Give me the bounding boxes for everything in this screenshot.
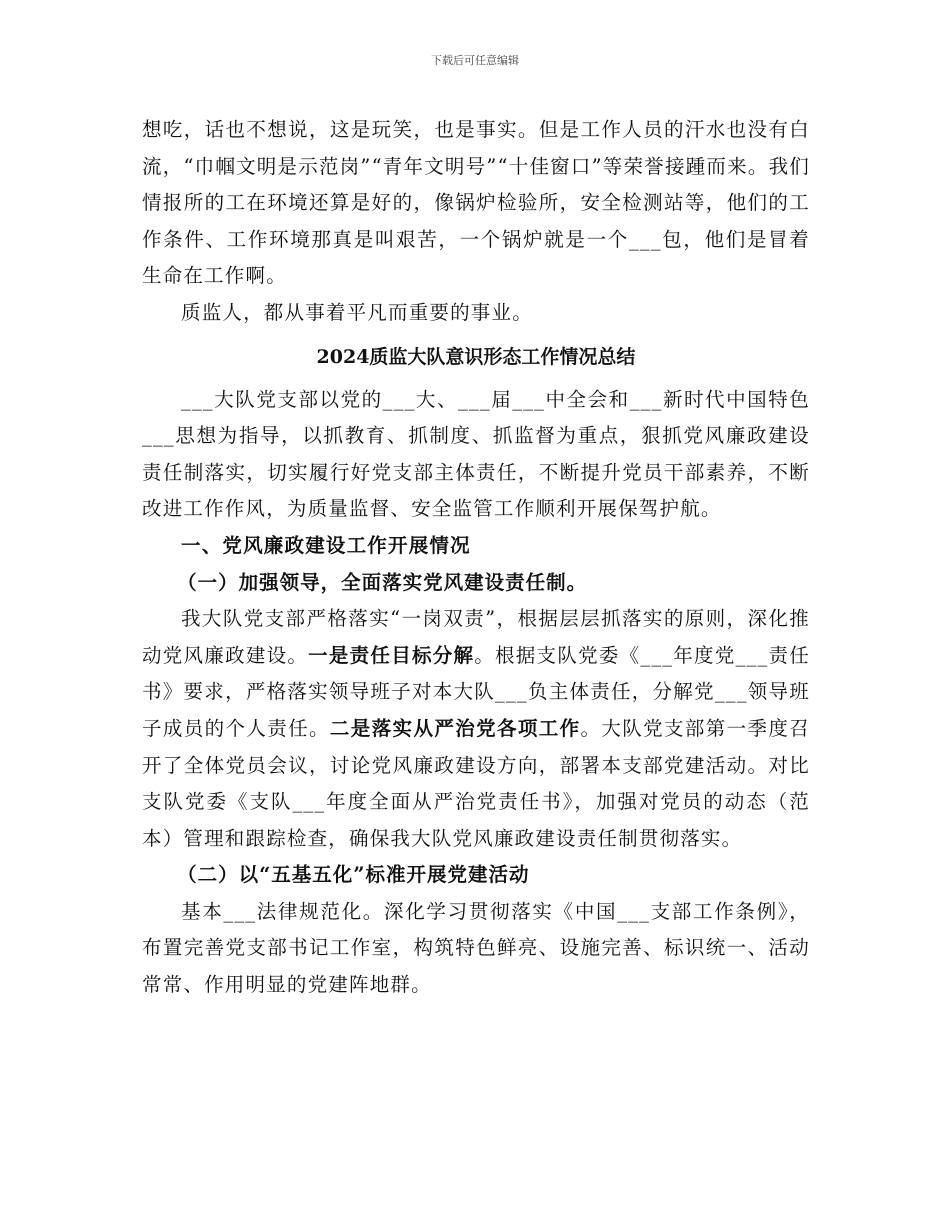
paragraph-4-bold-2: 二是落实从严治党各项工作 — [329, 716, 581, 740]
paragraph-4-body-1: 。根据支队党委《___年度党___责任书》要求，严格落实领导班子对本大队___负主体责任，分解党___领导班子成员的个人责任。 — [142, 643, 810, 740]
paragraph-5: 基本___法律规范化。深化学习贯彻落实《中国___支部工作条例》，布置完善党支部书记工作室，构筑特色鲜亮、设施完善、标识统一、活动常常、作用明显的党建阵地群。 — [142, 899, 810, 997]
document-body — [142, 112, 810, 1004]
paragraph-2: 质监人，都从事着平凡而重要的事业。 — [181, 300, 533, 324]
paragraph-4 — [142, 601, 810, 857]
subsection-heading-1: （一）加强领导，全面落实党风建设责任制。 — [177, 570, 588, 594]
paragraph-1: 想吃，话也不想说，这是玩笑，也是事实。但是工作人员的汗水也没有白流，“巾帼文明是示范岗”“青年文明号”“十佳窗口”等荣誉接踵而来。我们情报所的工在环境还算是好的，像锅炉检验所，安全检测站等，他们的工作条件、工作环境那真是叫艰苦，一个锅炉就是一个___包，他们是冒着生命在工作啊。 — [142, 118, 810, 288]
document-title: 2024质监大队意识形态工作情况总结 — [316, 345, 636, 368]
paragraph-3: ___大队党支部以党的___大、___届___中全会和___新时代中国特色___思想为指导，以抓教育、抓制度、抓监督为重点，狠抓党风廉政建设责任制落实，切实履行好党支部主体责任，不断提升党员干部素养，不断改进工作作风，为质量监督、安全监管工作顺利开展保驾护航。 — [142, 387, 810, 521]
paragraph-4-bold-1: 一是责任目标分解 — [308, 643, 475, 667]
section-heading-1: 一、党风廉政建设工作开展情况 — [181, 533, 471, 557]
page-header: 下载后可任意编辑 — [431, 54, 519, 67]
paragraph-4-body-2: 。大队党支部第一季度召开了全体党员会议，讨论党风廉政建设方向，部署本支部党建活动。对比支队党委《支队___年度全面从严治党责任书》，加强对党员的动态（范本）管理和跟踪检查，确保我大队党风廉政建设责任制贯彻落实。 — [142, 716, 810, 850]
subsection-heading-2: （二）以“五基五化”标准开展党建活动 — [177, 863, 530, 887]
paragraph-4-intro: 我大队党支部严格落实“一岗双责”，根据层层抓落实的原则，深化推动党风廉政建设。 — [142, 607, 810, 667]
